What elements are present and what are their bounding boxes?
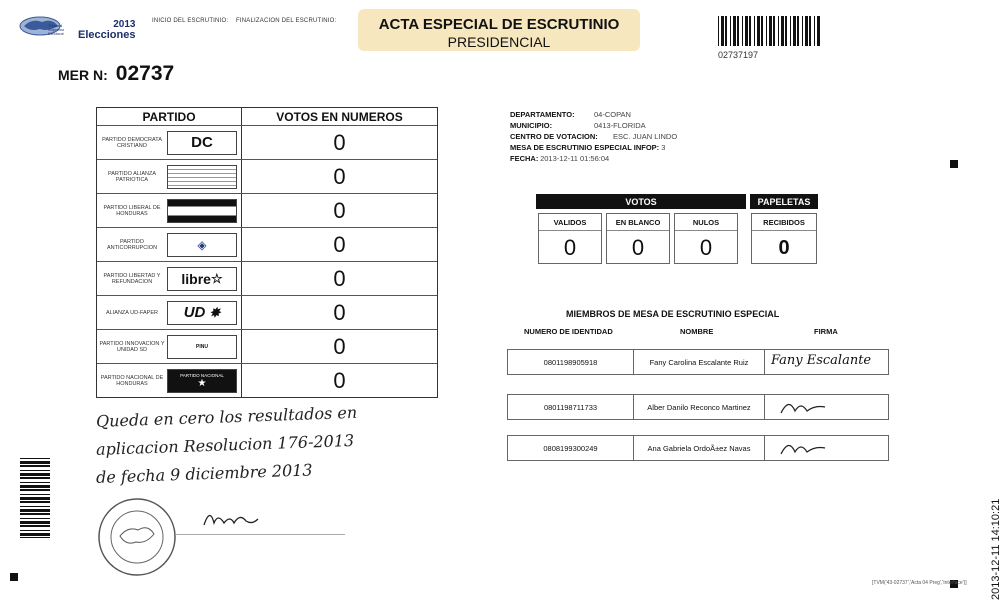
party-votes: 0 (333, 129, 346, 155)
party-logo-text: libre (181, 270, 211, 287)
members-title: MIEMBROS DE MESA DE ESCRUTINIO ESPECIAL (566, 309, 780, 319)
barcode-bar (20, 497, 50, 500)
barcode-bar (790, 16, 791, 46)
barcode-bar (20, 489, 50, 491)
signature-icon (775, 436, 835, 460)
barcode-bar (20, 485, 50, 488)
table-row (507, 435, 889, 461)
barcode-bar (805, 16, 808, 46)
barcode-bar (725, 16, 727, 46)
page-title: ACTA ESPECIAL DE ESCRUTINIO (378, 16, 620, 33)
barcode-bar (20, 470, 50, 471)
party-logo-icon (167, 267, 237, 291)
barcode-bar (20, 530, 50, 531)
member-signature (765, 350, 888, 374)
party-name: PARTIDO LIBERAL DE HONDURAS (103, 204, 161, 217)
signature-icon (775, 395, 835, 419)
barcode-bar (20, 509, 50, 512)
barcode-bar (730, 16, 731, 46)
barcode-bar (749, 16, 751, 46)
barcode-bar (20, 494, 50, 495)
registration-mark-bottom-left (10, 573, 18, 581)
title-box (358, 9, 640, 51)
official-seal-icon (96, 496, 178, 578)
barcode-number: 02737197 (718, 50, 759, 60)
barcode-bar (20, 513, 50, 515)
col-id: NUMERO DE IDENTIDAD (524, 327, 613, 336)
shield-icon: ◈ (197, 237, 207, 252)
col-sign: FIRMA (814, 327, 838, 336)
star-icon: ☆ (210, 270, 223, 286)
member-id: 0801198711733 (508, 395, 634, 419)
barcode-bar (20, 461, 50, 464)
barcode-bar (20, 477, 50, 479)
side-barcode-icon (20, 458, 50, 538)
party-votes-table (96, 107, 438, 398)
barcode-bar (769, 16, 772, 46)
inicio-escrutinio-label: INICIO DEL ESCRUTINIO: (152, 18, 229, 24)
signature-line (175, 534, 345, 535)
table-row (97, 261, 437, 295)
table-row (507, 394, 889, 420)
party-name: PARTIDO LIBERTAD Y REFUNDACION (103, 272, 161, 285)
member-name: Fany Carolina Escalante Ruiz (634, 350, 765, 374)
sun-icon: ✸ (209, 304, 221, 320)
party-name: ALIANZA UD-FAPER (106, 309, 158, 316)
member-name: Ana Gabriela OrdoÃ±ez Navas (634, 436, 765, 460)
barcode-bar (742, 16, 743, 46)
col-party: PARTIDO (97, 108, 242, 125)
barcode-bar (809, 16, 811, 46)
barcode-bar (754, 16, 755, 46)
table-row (507, 349, 889, 375)
party-logo-icon (167, 131, 237, 155)
table-row (97, 295, 437, 329)
barcode-bar (718, 16, 719, 46)
barcode-bar (20, 533, 50, 536)
party-logo-icon (167, 369, 237, 393)
papeletas-header: PAPELETAS (750, 194, 818, 209)
table-row (97, 193, 437, 227)
tse-logo-text: Tribunal Supremo Electoral (48, 23, 65, 36)
col-votes: VOTOS EN NUMEROS (276, 109, 403, 124)
party-name: PARTIDO DEMOCRATA CRISTIANO (102, 136, 162, 149)
table-row (97, 159, 437, 193)
barcode-bar (737, 16, 739, 46)
barcode-bar (20, 501, 50, 503)
barcode-bar (781, 16, 784, 46)
barcode-bar (797, 16, 799, 46)
barcode-bar (802, 16, 803, 46)
table-row (97, 329, 437, 363)
handwritten-note: Queda en cero los resultados en aplicacion Resolucion 176-2013 de fecha 9 diciembre 2013 (95, 402, 358, 487)
party-votes: 0 (333, 265, 346, 291)
barcode-bar (761, 16, 763, 46)
barcode-icon (718, 16, 820, 46)
star-icon: ★ (197, 377, 207, 389)
barcode-bar (733, 16, 736, 46)
table-row (97, 363, 437, 397)
party-name: PARTIDO ANTICORRUPCION (106, 238, 158, 251)
member-signature (765, 436, 888, 460)
member-id: 0801198905918 (508, 350, 634, 374)
party-votes: 0 (333, 197, 346, 223)
col-name: NOMBRE (680, 327, 714, 336)
signature-icon (200, 505, 265, 531)
finalizacion-escrutinio-label: FINALIZACION DEL ESCRUTINIO: (236, 18, 337, 24)
member-name: Alber Danilo Reconco Martinez (634, 395, 765, 419)
barcode-bar (785, 16, 787, 46)
mer-number: MER N: 02737 (58, 62, 175, 85)
barcode-bar (20, 482, 50, 483)
party-logo-text: UD (183, 304, 206, 321)
blanco-box: EN BLANCO 0 (606, 213, 670, 264)
barcode-bar (757, 16, 760, 46)
page-subtitle: PRESIDENCIAL (447, 34, 551, 50)
table-row (97, 227, 437, 261)
member-signature-text: Fany Escalante (771, 353, 872, 368)
barcode-bar (20, 518, 50, 519)
party-votes: 0 (333, 163, 346, 189)
barcode-bar (814, 16, 815, 46)
barcode-bar (721, 16, 724, 46)
party-logo-icon (167, 301, 237, 325)
party-logo-icon (167, 165, 237, 189)
party-name: PARTIDO INNOVACION Y UNIDAD SD (99, 340, 165, 353)
barcode-bar (20, 473, 50, 476)
party-votes: 0 (333, 333, 346, 359)
registration-mark (950, 160, 958, 168)
table-row (97, 125, 437, 159)
party-logo-text: DC (191, 134, 213, 151)
table-header (97, 108, 437, 125)
barcode-bar (778, 16, 779, 46)
member-signature (765, 395, 888, 419)
party-votes: 0 (333, 231, 346, 257)
barcode-bar (20, 506, 50, 507)
party-name: PARTIDO NACIONAL DE HONDURAS (100, 374, 164, 387)
footer-code: [TVM('43-02737','Acta 04 Preg','Interface')] (872, 580, 967, 586)
barcode-bar (793, 16, 796, 46)
nulos-box: NULOS 0 (674, 213, 738, 264)
scan-timestamp: 2013-12-11 14:10:21 (990, 498, 1002, 600)
barcode-bar (745, 16, 748, 46)
elecciones-logo: 2013 Elecciones (78, 19, 136, 41)
votos-header: VOTOS (536, 194, 746, 209)
party-logo-text: PINU (196, 343, 208, 350)
barcode-bar (20, 525, 50, 527)
party-name: PARTIDO ALIANZA PATRIOTICA (107, 170, 157, 183)
party-logo-icon (167, 335, 237, 359)
party-logo-icon (167, 199, 237, 223)
barcode-bar (773, 16, 775, 46)
member-id: 0808199300249 (508, 436, 634, 460)
party-logo-text: PARTIDO NACIONAL (180, 372, 224, 378)
barcode-bar (817, 16, 820, 46)
barcode-bar (20, 465, 50, 467)
barcode-bar (20, 521, 50, 524)
barcode-bar (20, 458, 50, 459)
barcode-bar (20, 537, 50, 538)
barcode-bar (766, 16, 767, 46)
party-votes: 0 (333, 299, 346, 325)
party-votes: 0 (333, 367, 346, 393)
party-logo-icon (167, 233, 237, 257)
validos-box: VALIDOS 0 (538, 213, 602, 264)
mesa-info: DEPARTAMENTO: 04-COPAN MUNICIPIO: 0413-FLORIDA CENTRO DE VOTACION: ESC. JUAN LINDO MESA DE ESCRUTINIO ESPECIAL INFOP: 3 FECHA: 2013-12-11 01:56:04 (510, 110, 678, 163)
recibidos-box: RECIBIDOS 0 (751, 213, 817, 264)
